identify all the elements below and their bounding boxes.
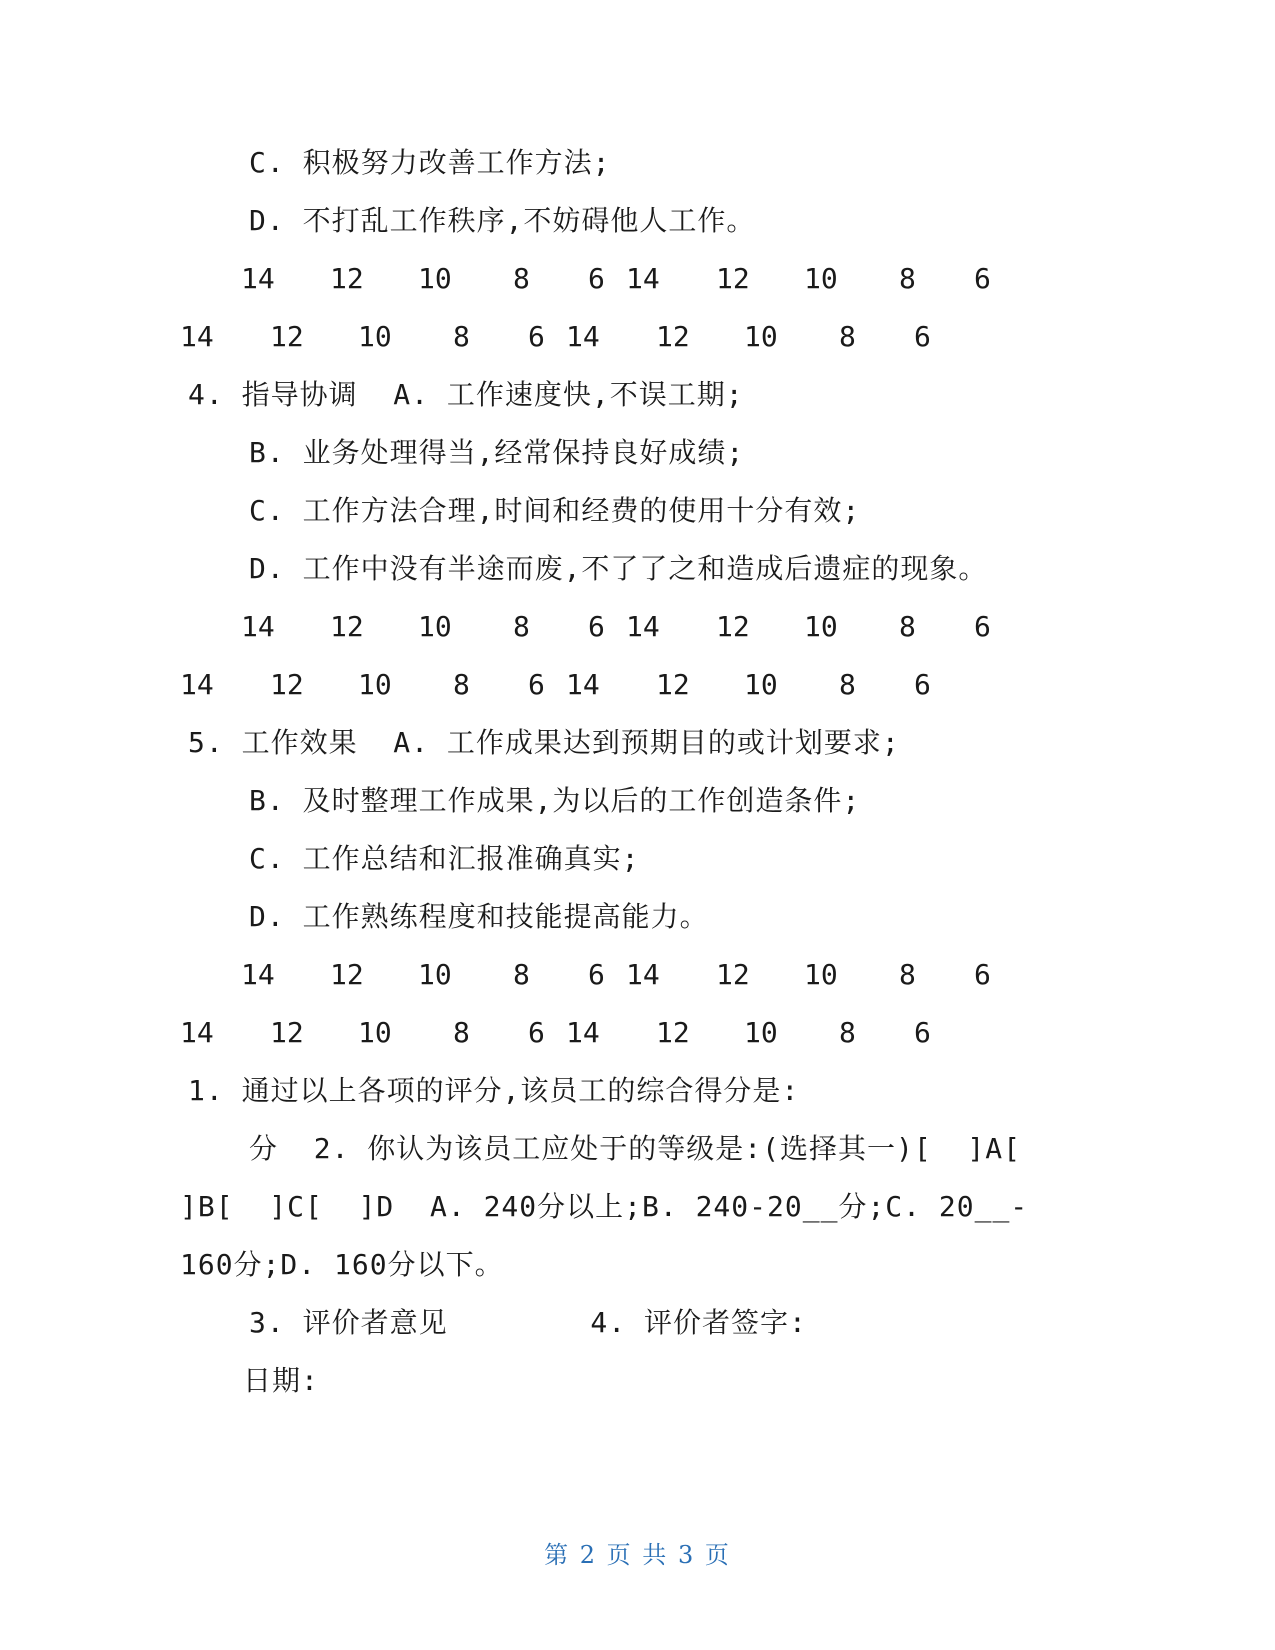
option-b-line: B. 业务处理得当,经常保持良好成绩; xyxy=(249,436,745,469)
grade-question-line: 分 2. 你认为该员工应处于的等级是:(选择其一)[ ]A[ xyxy=(249,1132,1022,1165)
score-row xyxy=(0,261,1275,297)
option-b-line: B. 及时整理工作成果,为以后的工作创造条件; xyxy=(249,784,861,817)
score-value: 6 xyxy=(974,958,991,991)
score-value: 8 xyxy=(453,668,470,701)
score-value: 12 xyxy=(716,610,750,643)
score-value: 14 xyxy=(626,958,660,991)
page-footer: 第 2 页 共 3 页 xyxy=(544,1541,731,1569)
score-value: 10 xyxy=(804,958,838,991)
score-value: 12 xyxy=(330,610,364,643)
score-row xyxy=(0,1015,1275,1051)
option-d-line: D. 不打乱工作秩序,不妨碍他人工作。 xyxy=(249,204,756,237)
option-c-line: C. 积极努力改善工作方法; xyxy=(249,146,611,179)
score-value: 6 xyxy=(974,610,991,643)
score-value: 10 xyxy=(418,610,452,643)
score-value: 14 xyxy=(566,668,600,701)
option-d-line: D. 工作熟练程度和技能提高能力。 xyxy=(249,900,709,933)
score-value: 10 xyxy=(418,262,452,295)
score-value: 6 xyxy=(588,262,605,295)
section-5-heading: 5. 工作效果 A. 工作成果达到预期目的或计划要求; xyxy=(188,726,900,759)
score-value: 12 xyxy=(716,958,750,991)
option-d-line: D. 工作中没有半途而废,不了了之和造成后遗症的现象。 xyxy=(249,552,988,585)
score-value: 8 xyxy=(453,320,470,353)
evaluator-line: 3. 评价者意见 4. 评价者签字: xyxy=(249,1306,807,1339)
score-value: 6 xyxy=(914,1016,931,1049)
score-value: 14 xyxy=(626,610,660,643)
score-value: 8 xyxy=(453,1016,470,1049)
score-value: 14 xyxy=(566,1016,600,1049)
score-value: 10 xyxy=(804,610,838,643)
score-row xyxy=(0,609,1275,645)
score-value: 8 xyxy=(839,320,856,353)
score-value: 6 xyxy=(914,668,931,701)
score-value: 14 xyxy=(180,320,214,353)
score-value: 8 xyxy=(839,668,856,701)
score-value: 14 xyxy=(626,262,660,295)
option-c-line: C. 工作总结和汇报准确真实; xyxy=(249,842,640,875)
score-value: 12 xyxy=(656,668,690,701)
score-value: 8 xyxy=(513,610,530,643)
score-value: 12 xyxy=(270,320,304,353)
score-value: 14 xyxy=(241,610,275,643)
score-value: 8 xyxy=(899,958,916,991)
score-value: 14 xyxy=(180,668,214,701)
score-value: 10 xyxy=(358,320,392,353)
section-4-heading: 4. 指导协调 A. 工作速度快,不误工期; xyxy=(188,378,744,411)
score-value: 14 xyxy=(241,262,275,295)
score-value: 12 xyxy=(330,262,364,295)
score-value: 12 xyxy=(270,1016,304,1049)
score-value: 12 xyxy=(656,320,690,353)
score-value: 10 xyxy=(744,1016,778,1049)
score-value: 6 xyxy=(914,320,931,353)
score-value: 6 xyxy=(528,668,545,701)
score-value: 8 xyxy=(839,1016,856,1049)
score-value: 12 xyxy=(330,958,364,991)
grade-options-line: ]B[ ]C[ ]D A. 240分以上;B. 240-20__分;C. 20__- xyxy=(180,1190,1029,1223)
score-value: 10 xyxy=(804,262,838,295)
score-row xyxy=(0,319,1275,355)
score-value: 12 xyxy=(716,262,750,295)
option-c-line: C. 工作方法合理,时间和经费的使用十分有效; xyxy=(249,494,861,527)
score-value: 6 xyxy=(588,958,605,991)
score-value: 6 xyxy=(528,320,545,353)
score-value: 14 xyxy=(180,1016,214,1049)
score-row xyxy=(0,957,1275,993)
date-line: 日期: xyxy=(243,1364,319,1397)
score-value: 10 xyxy=(744,320,778,353)
score-value: 14 xyxy=(241,958,275,991)
score-value: 14 xyxy=(566,320,600,353)
score-value: 12 xyxy=(270,668,304,701)
score-value: 6 xyxy=(974,262,991,295)
score-row xyxy=(0,667,1275,703)
score-value: 8 xyxy=(899,610,916,643)
score-value: 8 xyxy=(513,262,530,295)
score-value: 10 xyxy=(358,668,392,701)
score-value: 12 xyxy=(656,1016,690,1049)
score-value: 10 xyxy=(358,1016,392,1049)
score-value: 10 xyxy=(418,958,452,991)
score-value: 8 xyxy=(899,262,916,295)
score-value: 6 xyxy=(528,1016,545,1049)
summary-score-line: 1. 通过以上各项的评分,该员工的综合得分是: xyxy=(188,1074,800,1107)
score-value: 8 xyxy=(513,958,530,991)
score-value: 10 xyxy=(744,668,778,701)
score-value: 6 xyxy=(588,610,605,643)
grade-options-end-line: 160分;D. 160分以下。 xyxy=(180,1248,504,1281)
